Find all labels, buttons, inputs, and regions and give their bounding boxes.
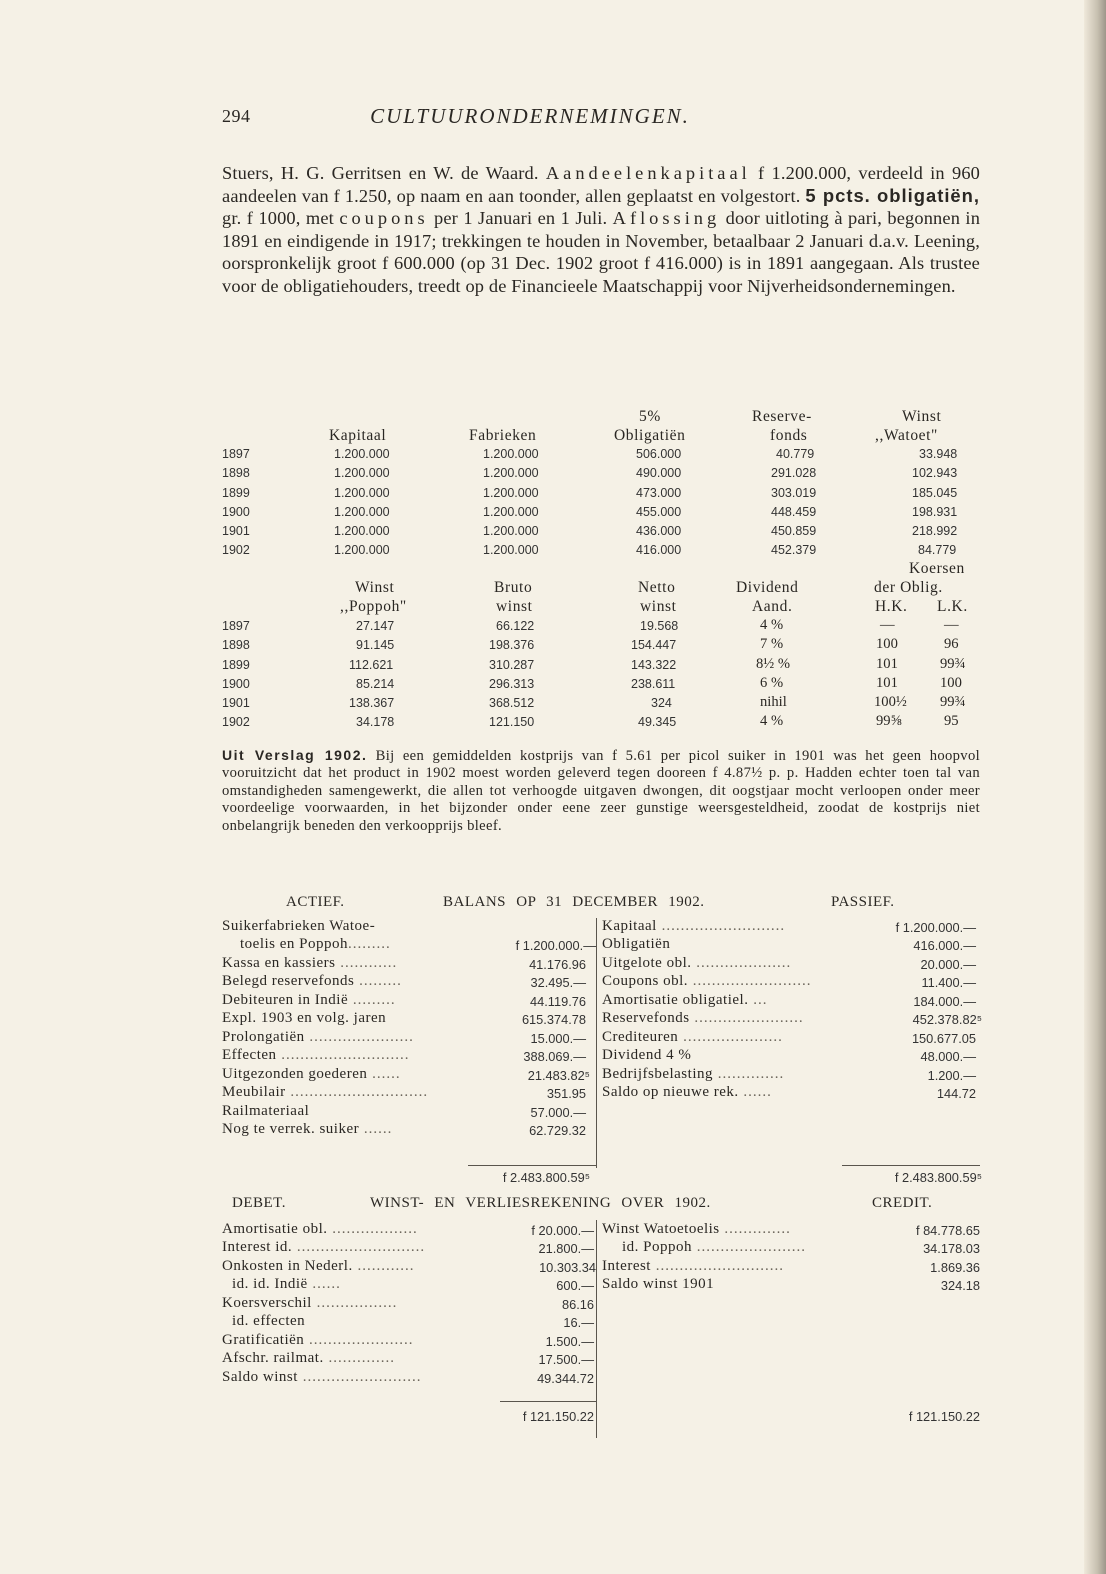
t1-winst: 33.948 [919,447,958,461]
t1-kapitaal: 1.200.000 [334,543,390,557]
leader-dots: .......................... [656,918,786,934]
balans-heading: BALANS OP 31 DECEMBER 1902. [443,894,705,910]
leader-dots: ...... [367,1066,401,1082]
t1-fabrieken: 1.200.000 [483,486,539,500]
t2-year: 1901 [222,696,250,710]
t1-header-watoet: ,,Watoet" [875,427,938,444]
verslag-text: Bij een gemiddelden kostprijs van f 5.61 per picol suiker in 1901 was het geen hoopvol vooruitzicht dat het product in 1902 moest worden geleverd tegen dooreen f 4.87½ p. p. Hadden echter toen tal van omstandigheden samengewerkt, die allen tot verhoogde uitgaven dwongen, dit oogstjaar mocht verloopen onder meer voordeelige voorwaarden, in het bijzonder onder eene zeer gunstige weersgesteldheid, zoodat de kostprijs niet onbelangrijk beneden den verkoopprijs bleef. [222,748,981,834]
passief-item-label: Saldo op nieuwe rek. [602,1084,739,1100]
t2-winst-poppoh: 112.621 [349,658,394,672]
debet-item-label: Amortisatie obl. [222,1221,328,1237]
t1-year: 1900 [222,505,250,519]
actief-heading: ACTIEF. [286,894,345,910]
t1-kapitaal: 1.200.000 [334,524,390,538]
t2-hk: — [880,617,895,633]
leader-dots: .................. [327,1221,418,1237]
t1-fabrieken: 1.200.000 [483,447,539,461]
leader-dots: ....................... [689,1010,804,1026]
leader-dots: ........................... [276,1047,410,1063]
debet-item-value: 86.16 [561,1297,594,1312]
page-edge-shadow [1084,0,1106,1574]
intro-text-5: door uitloting à pari, begonnen in 1891 en eindigende in 1917; trekkingen te houden in November, betaalbaar 2 Januari d.a.v. Leening, oorspronkelijk groot f 600.000 (op 31 Dec. 1902 groot f 416.000) is in 1891 aangegaan. Als trustee voor de obligatiehouders, treedt op de Financieele Maatschappij voor Nijverheidsondernemingen. [222,208,981,296]
leader-dots: ......................... [688,973,812,989]
passief-heading: PASSIEF. [831,894,895,910]
leader-dots: .............. [712,1066,785,1082]
t2-bruto: 310.287 [489,658,535,672]
actief-item-value: 21.483.82⁵ [527,1068,590,1083]
t2-header-der-oblig: der Oblig. [874,579,943,596]
debet-item-label: id. effecten [232,1313,306,1329]
t1-year: 1902 [222,543,250,557]
t1-header-obligatien: Obligatiën [614,427,686,444]
credit-item-value: 1.869.36 [930,1260,980,1275]
leader-dots: ...................... [304,1029,414,1045]
t1-obligatien: 506.000 [636,447,682,461]
page-number: 294 [222,106,251,126]
leader-dots: ......................... [297,1369,422,1385]
leader-dots: ...... [738,1084,772,1100]
t1-winst: 185.045 [912,486,958,500]
intro-text-1: Stuers, H. G. Gerritsen en W. de Waard. [222,163,539,183]
t1-winst: 102.943 [912,466,958,480]
intro-text-3: gr. f 1000, met [222,208,334,229]
t2-winst-poppoh: 138.367 [349,696,395,710]
t2-dividend: nihil [760,694,787,710]
verslag-label: Uit Verslag 1902. [222,747,368,763]
actief-item-value: 62.729.32 [529,1123,586,1138]
t2-bruto: 121.150 [489,715,535,729]
actief-item-value: f 1.200.000.— [515,938,596,953]
actief-item-value: 44.119.76 [530,994,586,1009]
t1-year: 1899 [222,486,250,500]
actief-item-value: 351.95 [546,1086,586,1101]
t2-bruto: 296.313 [489,677,535,691]
actief-item-value: 57.000.— [530,1105,586,1120]
leader-dots: ............ [352,1258,415,1274]
t1-kapitaal: 1.200.000 [334,447,390,461]
t2-header-koersen: Koersen [909,560,965,577]
passief-item-value: 20.000.— [920,957,976,972]
credit-item-label: Saldo winst 1901 [602,1276,715,1292]
balans-total-right: f 2.483.800.59⁵ [894,1170,982,1185]
debet-item-value: 10.303.34 [539,1260,596,1275]
t1-year: 1898 [222,466,250,480]
t1-fabrieken: 1.200.000 [483,524,539,538]
t2-winst-poppoh: 34.178 [356,715,395,729]
winst-heading: WINST- EN VERLIESREKENING OVER 1902. [370,1195,711,1211]
debet-heading: DEBET. [232,1195,286,1211]
t2-year: 1902 [222,715,250,729]
t2-dividend: 4 % [760,713,784,729]
actief-item-label: Meubilair [222,1084,286,1100]
t1-reservefonds: 291.028 [771,466,817,480]
t1-reservefonds: 40.779 [776,447,815,461]
actief-item-label: Nog te verrek. suiker [222,1121,360,1137]
t2-hk: 99⅝ [876,713,902,729]
t2-netto: 143.322 [631,658,677,672]
passief-item-label: Coupons obl. [602,973,689,989]
t1-header-reserve: Reserve- [752,408,812,425]
t1-winst: 218.992 [912,524,958,538]
passief-item-label: Bedrijfsbelasting [602,1066,713,1082]
t2-netto: 49.345 [638,715,677,729]
intro-paragraph [222,162,980,298]
t2-bruto: 66.122 [496,619,535,633]
leader-dots: ................. [311,1295,398,1311]
coupons-label: coupons [339,208,429,229]
t2-hk: 100½ [874,694,907,710]
winst-divider [596,1220,597,1438]
t2-header-hk: H.K. [875,598,908,615]
t2-bruto: 368.512 [489,696,535,710]
winst-total-left: f 121.150.22 [522,1409,594,1424]
passief-item-value: 48.000.— [920,1049,976,1064]
t2-netto: 19.568 [640,619,679,633]
t2-hk: 101 [876,656,898,672]
balans-total-left: f 2.483.800.59⁵ [502,1170,590,1185]
t2-header-bruto: Bruto [494,579,533,596]
t1-header-winst: Winst [902,408,942,425]
actief-item-value: 388.069.— [523,1049,586,1064]
passief-item-value: f 1.200.000.— [895,920,976,935]
t1-header-fabrieken: Fabrieken [469,427,537,444]
debet-item-value: 49.344.72 [537,1371,594,1386]
page-title: CULTUURONDERNEMINGEN. [370,104,690,128]
t2-year: 1899 [222,658,250,672]
t2-header-dividend: Dividend [736,579,799,596]
leader-dots: ......... [348,992,396,1008]
balans-divider [596,918,597,1168]
leader-dots: ...................... [304,1332,414,1348]
leader-dots: ............ [335,955,398,971]
passief-item-label: Obligatiën [602,936,671,952]
t2-bruto: 198.376 [489,638,535,652]
credit-item-label: id. Poppoh [622,1239,693,1255]
debet-item-value: f 20.000.— [531,1223,594,1238]
t1-reservefonds: 303.019 [771,486,817,500]
t2-winst-poppoh: 85.214 [356,677,395,691]
t1-obligatien: 455.000 [636,505,682,519]
t2-year: 1897 [222,619,250,633]
balans-total-rule-right [842,1165,980,1166]
t1-obligatien: 490.000 [636,466,682,480]
leader-dots: ....................... [692,1239,807,1255]
actief-item-label: toelis en Poppoh [240,936,348,952]
winst-total-right: f 121.150.22 [908,1409,980,1424]
actief-item-label: Railmateriaal [222,1103,310,1119]
t2-dividend: 6 % [760,675,784,691]
passief-item-value: 452.378.82⁵ [912,1012,982,1027]
aflossing-label: Aflossing [612,208,721,229]
t1-header-pct: 5% [639,408,661,425]
leader-dots: ...... [359,1121,393,1137]
t2-winst-poppoh: 91.145 [356,638,395,652]
debet-item-value: 21.800.— [538,1241,594,1256]
actief-item-value: 41.176.96 [529,957,586,972]
t2-dividend: 4 % [760,617,784,633]
t2-dividend: 7 % [760,636,784,652]
passief-item-label: Dividend 4 % [602,1047,692,1063]
t2-header-winst: Winst [355,579,395,596]
t1-winst: 84.779 [918,543,957,557]
leader-dots: ......... [354,973,402,989]
t2-lk: — [944,617,959,633]
t1-winst: 198.931 [912,505,958,519]
credit-item-value: 324.18 [940,1278,980,1293]
t2-header-poppoh: ,,Poppoh" [340,598,407,615]
actief-item-label: Kassa en kassiers [222,955,336,971]
t1-obligatien: 416.000 [636,543,682,557]
actief-item-label: Debiteuren in Indië [222,992,349,1008]
debet-item-label: Afschr. railmat. [222,1350,324,1366]
aandeelenkapitaal-label: Aandeelenkapitaal [545,163,751,183]
credit-heading: CREDIT. [872,1195,933,1211]
t2-dividend: 8½ % [756,656,791,672]
t2-lk: 96 [944,636,959,652]
t1-kapitaal: 1.200.000 [334,505,390,519]
passief-item-value: 416.000.— [913,938,976,953]
credit-item-label: Interest [602,1258,651,1274]
passief-item-value: 11.400.— [921,975,976,990]
t2-hk: 100 [876,636,898,652]
actief-item-label: Prolongatiën [222,1029,305,1045]
intro-text-2: f 1.200.000, verdeeld in 960 aandeelen van f 1.250, op naam en aan toonder, allen geplaatst en volgestort. [222,163,981,206]
leader-dots: ... [748,992,768,1008]
passief-item-value: 150.677.05 [911,1031,976,1046]
leader-dots: ............................. [285,1084,429,1100]
t2-netto: 238.611 [631,677,676,691]
debet-item-value: 17.500.— [538,1352,594,1367]
actief-item-label: Uitgezonden goederen [222,1066,368,1082]
passief-item-label: Kapitaal [602,918,657,934]
balans-total-rule-left [468,1165,596,1166]
passief-item-value: 1.200.— [927,1068,976,1083]
t2-year: 1900 [222,677,250,691]
t1-obligatien: 473.000 [636,486,682,500]
debet-item-label: Onkosten in Nederl. [222,1258,353,1274]
passief-item-label: Reservefonds [602,1010,690,1026]
t2-lk: 100 [940,675,962,691]
passief-item-label: Uitgelote obl. [602,955,692,971]
t1-kapitaal: 1.200.000 [334,486,390,500]
debet-item-value: 1.500.— [545,1334,594,1349]
leader-dots: .................... [691,955,792,971]
leader-dots: ..................... [678,1029,783,1045]
t1-obligatien: 436.000 [636,524,682,538]
debet-item-label: id. id. Indië [232,1276,308,1292]
leader-dots: ......... [348,936,391,952]
leader-dots: ...... [307,1276,341,1292]
t1-header-fonds: fonds [770,427,808,444]
t2-header-aand: Aand. [752,598,793,615]
obligaties-label: 5 pcts. obligatiën, [805,184,981,206]
debet-item-label: Koersverschil [222,1295,312,1311]
debet-item-label: Gratificatiën [222,1332,305,1348]
leader-dots: .............. [719,1221,791,1237]
t2-winst-poppoh: 27.147 [356,619,395,633]
passief-item-label: Amortisatie obligatiel. [602,992,749,1008]
intro-text-4: per 1 Januari en 1 Juli. [434,208,608,229]
t2-header-netto: Netto [638,579,676,596]
passief-item-label: Crediteuren [602,1029,679,1045]
debet-item-value: 600.— [556,1278,594,1293]
debet-item-label: Interest id. [222,1239,293,1255]
t2-lk: 99¾ [940,694,966,710]
passief-item-value: 144.72 [936,1086,976,1101]
t2-header-lk: L.K. [937,598,968,615]
t1-fabrieken: 1.200.000 [483,466,539,480]
actief-item-label: Expl. 1903 en volg. jaren [222,1010,387,1026]
t1-fabrieken: 1.200.000 [483,505,539,519]
actief-item-label: Belegd reservefonds [222,973,355,989]
actief-item-value: 15.000.— [530,1031,586,1046]
credit-item-label: Winst Watoetoelis [602,1221,720,1237]
debet-item-label: Saldo winst [222,1369,298,1385]
t1-header-kapitaal: Kapitaal [329,427,387,444]
t2-header-bruto-winst: winst [496,598,533,615]
credit-item-value: f 84.778.65 [915,1223,980,1238]
winst-total-rule-left [500,1401,596,1402]
t1-reservefonds: 452.379 [771,543,817,557]
debet-item-value: 16.— [563,1315,594,1330]
t1-year: 1897 [222,447,250,461]
t2-year: 1898 [222,638,250,652]
t1-reservefonds: 450.859 [771,524,817,538]
t1-year: 1901 [222,524,250,538]
t1-kapitaal: 1.200.000 [334,466,390,480]
actief-item-label: Effecten [222,1047,277,1063]
t2-hk: 101 [876,675,898,691]
verslag-paragraph [222,747,980,835]
passief-item-value: 184.000.— [913,994,976,1009]
actief-item-value: 615.374.78 [521,1012,586,1027]
t2-netto: 324 [651,696,672,710]
actief-item-label: Suikerfabrieken Watoe- [222,918,376,934]
actief-item-value: 32.495.— [530,975,586,990]
t1-reservefonds: 448.459 [771,505,817,519]
t2-header-netto-winst: winst [640,598,677,615]
t2-lk: 99¾ [940,656,966,672]
credit-item-value: 34.178.03 [923,1241,980,1256]
leader-dots: ........................... [650,1258,784,1274]
leader-dots: ........................... [292,1239,426,1255]
leader-dots: .............. [323,1350,395,1366]
t2-netto: 154.447 [631,638,677,652]
t1-fabrieken: 1.200.000 [483,543,539,557]
t2-lk: 95 [944,713,959,729]
